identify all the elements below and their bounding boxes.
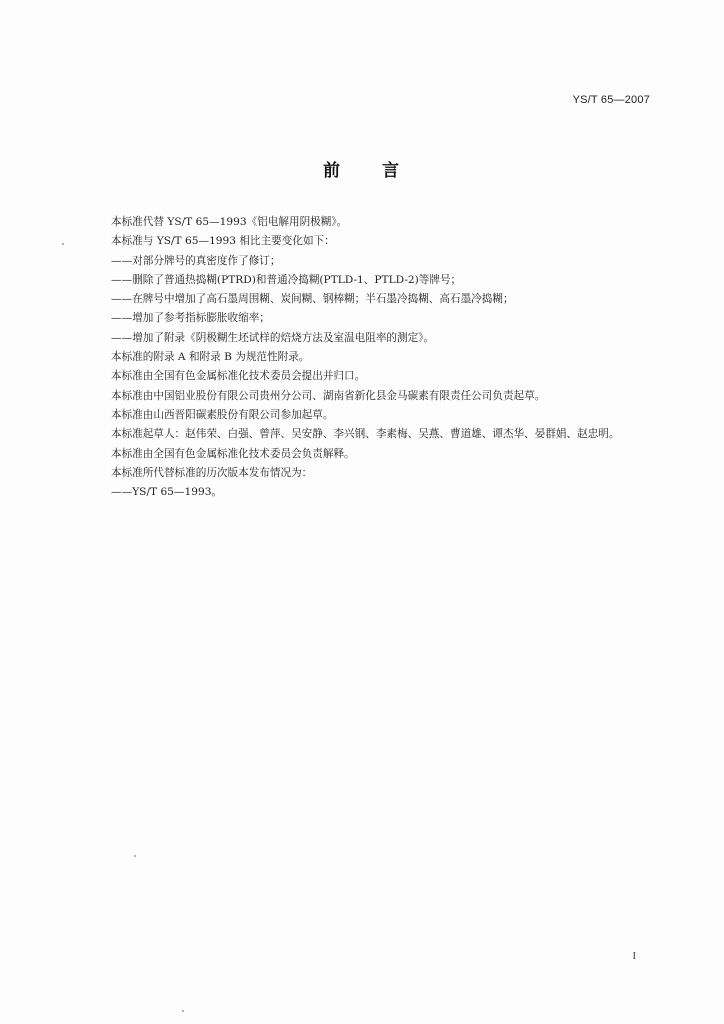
paragraph-participant-org: 本标准由山西晋阳碳素股份有限公司参加起草。 bbox=[111, 408, 334, 421]
scan-speck bbox=[134, 855, 136, 857]
list-item-change-2: ——删除了普通热捣糊(PTRD)和普通冷捣糊(PTLD-1、PTLD-2)等牌号； bbox=[111, 273, 462, 286]
list-item-change-1: ——对部分牌号的真密度作了修订； bbox=[111, 254, 281, 267]
title-char-1: 前 bbox=[323, 161, 342, 181]
list-item-change-4: ——增加了参考指标膨胀收缩率； bbox=[111, 312, 270, 325]
paragraph-interpretation: 本标准由全国有色金属标准化技术委员会负责解释。 bbox=[111, 447, 355, 460]
standard-code: YS/T 65—2007 bbox=[572, 94, 650, 106]
title-char-2: 言 bbox=[382, 161, 401, 181]
paragraph-drafter-org: 本标准由中国铝业股份有限公司贵州分公司、湖南省新化县金马碳素有限责任公司负责起草。 bbox=[111, 389, 546, 402]
page-number: I bbox=[632, 951, 636, 962]
list-item-history-1: ——YS/T 65—1993。 bbox=[111, 486, 223, 499]
paragraph-history-intro: 本标准所代替标准的历次版本发布情况为： bbox=[111, 466, 313, 479]
page-title bbox=[0, 156, 724, 181]
paragraph-drafters: 本标准起草人：赵伟荣、白强、曾萍、吴安静、李兴钢、李素梅、吴燕、曹道雄、谭杰华、晏群娟、赵忠明。 bbox=[111, 428, 620, 441]
scan-speck bbox=[182, 1010, 184, 1012]
list-item-change-5: ——增加了附录《阴极糊生坯试样的焙烧方法及室温电阻率的测定》。 bbox=[111, 331, 435, 344]
list-item-change-3: ——在牌号中增加了高石墨周围糊、炭间糊、钢棒糊；半石墨冷捣糊、高石墨冷捣糊； bbox=[111, 293, 514, 306]
paragraph-changes-intro: 本标准与 YS/T 65—1993 相比主要变化如下： bbox=[111, 235, 335, 248]
paragraph-proposer: 本标准由全国有色金属标准化技术委员会提出并归口。 bbox=[111, 370, 366, 383]
paragraph-replaces: 本标准代替 YS/T 65—1993《铝电解用阴极糊》。 bbox=[111, 216, 348, 228]
paragraph-appendices: 本标准的附录 A 和附录 B 为规范性附录。 bbox=[111, 351, 310, 364]
foreword-body bbox=[111, 213, 671, 502]
scan-speck bbox=[62, 243, 64, 245]
